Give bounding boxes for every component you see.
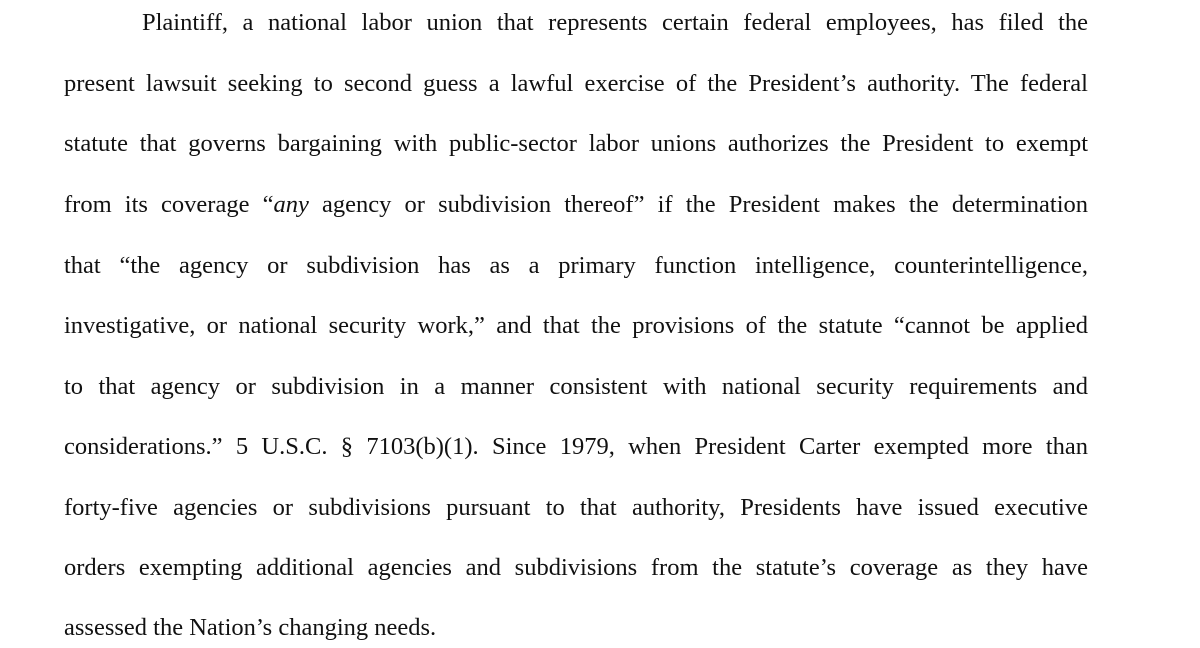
paragraph-line-7: to that agency or subdivision in a manner consistent with national security requirements and: [64, 373, 1088, 400]
paragraph-line-10: orders exempting additional agencies and subdivisions from the statute’s coverage as they have: [64, 554, 1088, 581]
paragraph-line-8: considerations.” 5 U.S.C. § 7103(b)(1). Since 1979, when President Carter exempted more than: [64, 433, 1088, 460]
paragraph-line-4: [64, 190, 1088, 220]
line-4-italic-text: any: [273, 191, 309, 218]
paragraph-line-1: Plaintiff, a national labor union that represents certain federal employees, has filed the: [142, 9, 1088, 36]
paragraph-line-5: that “the agency or subdivision has as a primary function intelligence, counterintelligence,: [64, 252, 1088, 279]
line-4-post-text: agency or subdivision thereof” if the President makes the determination: [308, 191, 1089, 218]
paragraph-line-11: assessed the Nation’s changing needs.: [64, 614, 437, 641]
paragraph-line-2: present lawsuit seeking to second guess a lawful exercise of the President’s authority. The federal: [64, 70, 1088, 97]
paragraph-line-6: investigative, or national security work,” and that the provisions of the statute “cannot be applied: [64, 312, 1088, 339]
paragraph-line-9: forty-five agencies or subdivisions pursuant to that authority, Presidents have issued executive: [64, 494, 1088, 521]
line-4-pre-text: from its coverage “: [64, 191, 274, 218]
paragraph-line-3: statute that governs bargaining with public-sector labor unions authorizes the President to exempt: [64, 130, 1088, 157]
